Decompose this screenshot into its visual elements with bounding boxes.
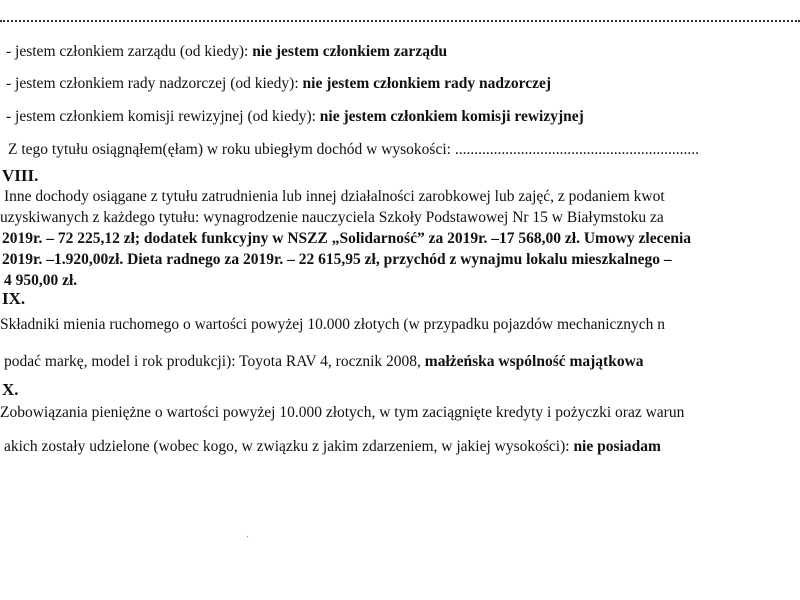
board-membership-label: - jestem członkiem zarządu (od kiedy): [6,43,253,60]
section-x-line-1: Zobowiązania pieniężne o wartości powyżej 10.000 złotych, w tym zaciągnięte kredyty i pożyczki oraz warun [0,404,685,421]
supervisory-board-answer: nie jestem członkiem rady nadzorczej [302,75,552,92]
supervisory-board-row [6,74,551,94]
section-viii-line-1: Inne dochody osiągane z tytułu zatrudnienia lub innej działalności zarobkowej lub zajęć, z podaniem kwot [4,188,665,205]
board-membership-row [6,42,447,62]
audit-committee-answer: nie jestem członkiem komisji rewizyjnej [319,108,584,125]
section-ix-line-2 [4,352,644,372]
section-x-line-2-answer: nie posiadam [573,438,661,455]
scan-speck: · [246,532,250,543]
section-ix-heading: IX. [2,289,26,308]
section-ix-line-1: Składniki mienia ruchomego o wartości powyżej 10.000 złotych (w przypadku pojazdów mechanicznych n [0,316,666,333]
section-x-heading: X. [2,380,19,399]
section-viii-line-3: 2019r. – 72 225,12 zł; dodatek funkcyjny w NSZZ „Solidarność” za 2019r. –17 568,00 zł. Umowy zlecenia [2,230,692,247]
board-membership-answer: nie jestem członkiem zarządu [252,43,448,60]
section-viii-heading: VIII. [2,166,39,185]
dotted-separator [0,20,800,22]
section-viii-line-2: uzyskiwanych z każdego tytułu: wynagrodzenie nauczyciela Szkoły Podstawowej Nr 15 w Białymstoku za [0,209,664,226]
section-x-line-2 [4,437,661,457]
section-viii-line-5: 4 950,00 zł. [4,272,78,289]
section-ix-line-2-answer: małżeńska wspólność majątkowa [424,353,644,370]
audit-committee-label: - jestem członkiem komisji rewizyjnej (od kiedy): [6,108,320,125]
audit-committee-row [6,107,584,127]
income-line: Z tego tytułu osiągnąłem(ęłam) w roku ubiegłym dochód w wysokości: ............................................................... [8,141,699,158]
section-viii-line-4: 2019r. –1.920,00zł. Dieta radnego za 2019r. – 22 615,95 zł, przychód z wynajmu lokalu mieszkalnego – [2,251,672,268]
supervisory-board-label: - jestem członkiem rady nadzorczej (od kiedy): [6,75,303,92]
section-ix-line-2-label: podać markę, model i rok produkcji): Toyota RAV 4, rocznik 2008, [4,353,425,370]
section-x-line-2-label: akich zostały udzielone (wobec kogo, w związku z jakim zdarzeniem, w jakiej wysokości): [4,438,574,455]
